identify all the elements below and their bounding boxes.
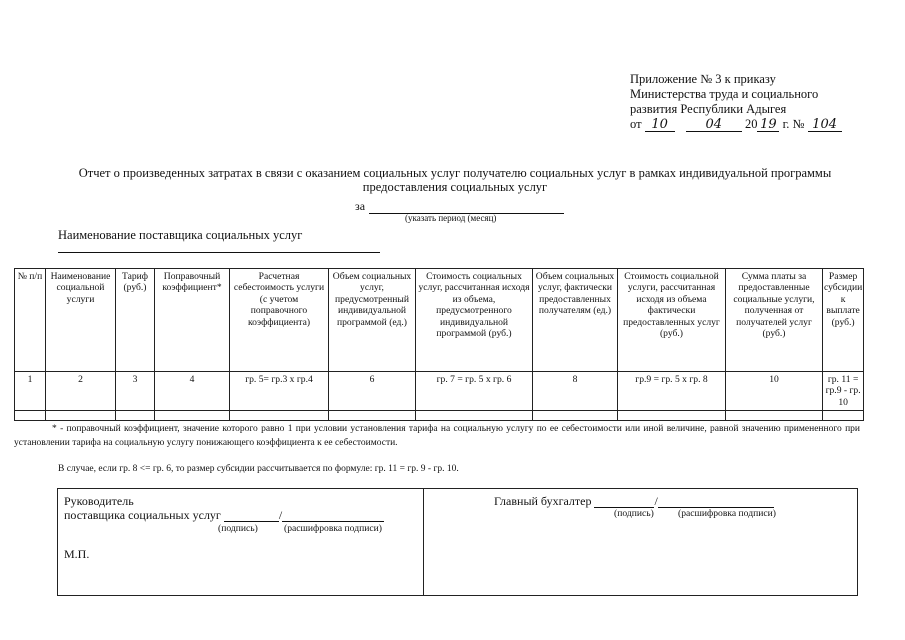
header-cell: Объем социальных услуг, фактически предоставленных получателям (ед.)	[533, 269, 618, 372]
appendix-line-3: развития Республики Адыгея	[630, 102, 787, 116]
number-cell: 2	[46, 372, 116, 411]
order-number: 104	[808, 119, 842, 132]
number-cell: 10	[726, 372, 823, 411]
appendix-line-1: Приложение № 3 к приказу	[630, 72, 776, 86]
number-cell: 3	[116, 372, 155, 411]
header-cell: Тариф (руб.)	[116, 269, 155, 372]
appendix-block	[630, 72, 880, 132]
header-cell: Размер субсидии к выплате (руб.)	[823, 269, 864, 372]
number-cell: 8	[533, 372, 618, 411]
header-cell: Наименование социальной услуги	[46, 269, 116, 372]
seal-label: М.П.	[64, 547, 90, 561]
footnote-text: * - поправочный коэффициент, значение которого равно 1 при условии установления тарифа на социальную услугу по ее себестоимости или иной величине, равной значению примененного при установлении тарифа на социальную услугу понижающего коэффициента к ее себестоимости.	[14, 424, 860, 448]
date-prefix: от	[630, 117, 642, 131]
supplier-label: Наименование поставщика социальных услуг	[58, 228, 303, 242]
empty-cell[interactable]	[416, 411, 533, 421]
header-cell: Стоимость социальной услуги, рассчитанная исходя из объема фактически предоставленных услуг (руб.)	[618, 269, 726, 372]
accountant-decode-hint: (расшифровка подписи)	[678, 508, 776, 519]
signature-divider	[423, 489, 424, 595]
empty-cell[interactable]	[823, 411, 864, 421]
accountant-decode-line	[658, 496, 774, 508]
header-cell: № п/п	[15, 269, 46, 372]
footnote	[14, 423, 860, 450]
empty-cell[interactable]	[618, 411, 726, 421]
header-cell: Объем социальных услуг, предусмотренный индивидуальной программой (ед.)	[329, 269, 416, 372]
empty-cell[interactable]	[533, 411, 618, 421]
accountant-line	[494, 494, 774, 508]
appendix-date-line	[630, 117, 880, 132]
head-label-1: Руководитель	[64, 494, 134, 508]
number-cell: гр. 5= гр.3 х гр.4	[230, 372, 329, 411]
number-cell: 1	[15, 372, 46, 411]
number-cell: гр. 11 = гр.9 - гр. 10	[823, 372, 864, 411]
empty-cell[interactable]	[46, 411, 116, 421]
head-sign-hint: (подпись)	[218, 523, 258, 534]
empty-row	[15, 411, 864, 421]
formula-note: В случае, если гр. 8 <= гр. 6, то размер субсидии рассчитывается по формуле: гр. 11 = гр. 9 - гр. 10.	[58, 464, 459, 474]
period-label: за	[355, 199, 366, 213]
empty-cell[interactable]	[329, 411, 416, 421]
number-cell: 4	[155, 372, 230, 411]
cost-table	[14, 268, 864, 421]
report-title: Отчет о произведенных затратах в связи с оказанием социальных услуг получателю социальных услуг в рамках индивидуальной программы предоставления социальных услуг	[78, 166, 832, 194]
head-decode-hint: (расшифровка подписи)	[284, 523, 382, 534]
number-label: г. №	[782, 117, 805, 131]
accountant-label: Главный бухгалтер	[494, 494, 592, 508]
head-sign-line	[224, 510, 279, 522]
head-slash: /	[278, 508, 283, 522]
accountant-sign-line	[594, 496, 654, 508]
appendix-line-2: Министерства труда и социального	[630, 87, 819, 101]
period-hint: (указать период (месяц)	[405, 213, 497, 223]
accountant-slash: /	[654, 494, 658, 508]
head-label-2-line	[64, 508, 384, 522]
head-decode-line	[282, 510, 384, 522]
empty-cell[interactable]	[116, 411, 155, 421]
signature-block	[57, 488, 858, 596]
supplier-line	[58, 252, 380, 253]
number-cell: 6	[329, 372, 416, 411]
number-cell: гр. 7 = гр. 5 х гр. 6	[416, 372, 533, 411]
year-prefix: 20	[744, 117, 758, 131]
head-label-2: поставщика социальных услуг	[64, 508, 221, 522]
empty-cell[interactable]	[726, 411, 823, 421]
number-cell: гр.9 = гр. 5 х гр. 8	[618, 372, 726, 411]
header-cell: Поправочный коэффициент*	[155, 269, 230, 372]
empty-cell[interactable]	[15, 411, 46, 421]
date-year: 19	[757, 119, 779, 132]
header-cell: Стоимость социальных услуг, рассчитанная исходя из объема, предусмотренного индивидуальной программой (руб.)	[416, 269, 533, 372]
accountant-sign-hint: (подпись)	[614, 508, 654, 519]
empty-cell[interactable]	[155, 411, 230, 421]
header-cell: Сумма платы за предоставленные социальные услуги, полученная от получателей услуг (руб.)	[726, 269, 823, 372]
date-month: 04	[686, 119, 742, 132]
column-number-row	[15, 372, 864, 411]
header-row	[15, 269, 864, 372]
period-field	[355, 199, 564, 214]
date-day: 10	[645, 119, 675, 132]
empty-cell[interactable]	[230, 411, 329, 421]
header-cell: Расчетная себестоимость услуги (с учетом поправочного коэффициента)	[230, 269, 329, 372]
